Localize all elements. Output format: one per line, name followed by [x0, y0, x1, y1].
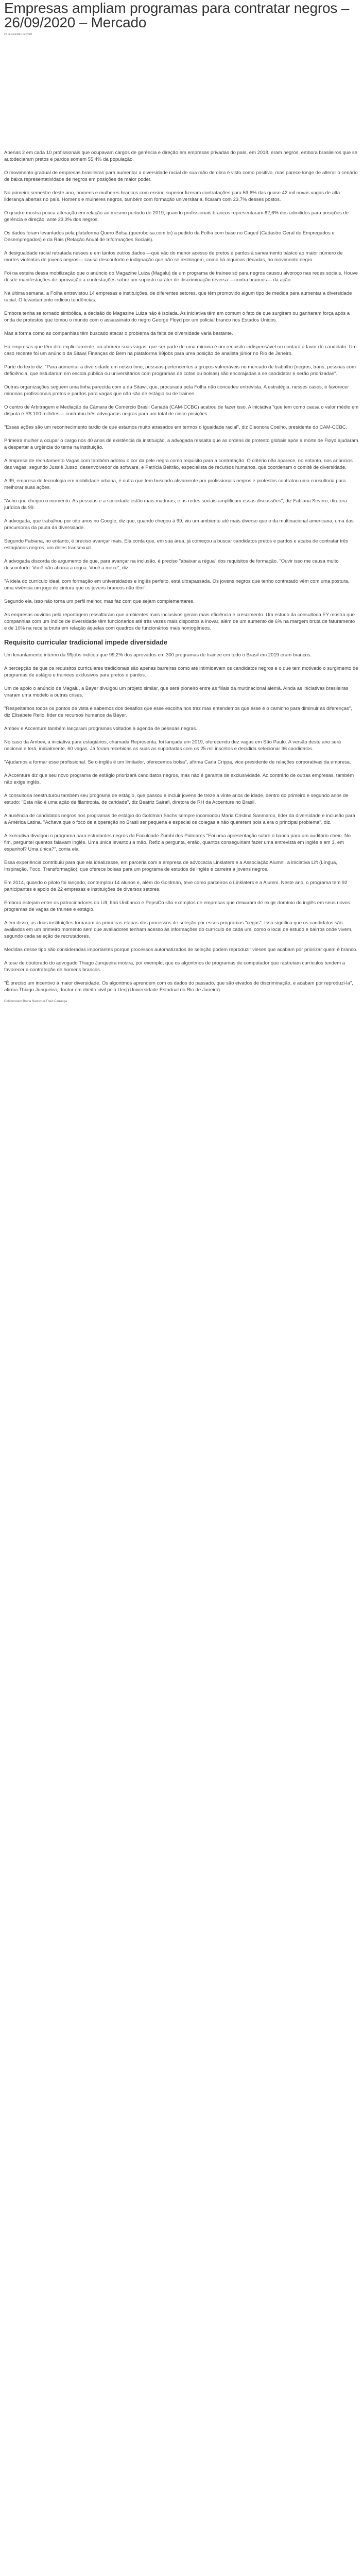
- article-paragraph: Em 2014, quando o piloto foi lançado, contemplou 14 alunos e, além do Goldman, teve como parceiros o Linklaters e a Alumni. Neste ano, o programa tem 92 participantes e apoio de 22 empresas e instituições de diversos setores.: [4, 880, 348, 892]
- article-paragraph: Medidas desse tipo são consideradas importantes porque processos automatizados de seleção podem reproduzir vieses que acabam por priorizar quem é branco.: [4, 947, 357, 953]
- article-paragraph: Embora estejam entre os patrocinadores do Lift, Itaú Unibanco e PepsiCo são exemplos de empresas que deixaram de exigir domínio do inglês em seus novos programas de vagas de trainee e estágio.: [4, 900, 350, 912]
- article-paragraph: A Accenture diz que seu novo programa de estágio priorizará candidatos negros, mas não é garantia de exclusividade. Ao contrário de outras empresas, também não exige inglês.: [4, 773, 354, 785]
- article-paragraph: Um de apoio o anúncio de Magalu, a Bayer divulgou um projeto similar, que será pioneiro entre as filiais da multinacional alemã. Ainda as iniciativas brasileiras viraram uma modelo a outras crises.: [4, 686, 349, 698]
- article-paragraph: Ambev e Accenture também lançaram programas voltados à agenda de pessoas negras.: [4, 726, 197, 732]
- article-paragraph: "A ideia do currículo ideal, com formação em universidades e inglês perfeito, está ultrapassada. Os jovens negros que tenho contratado vêm com uma postura, uma vivência um jogo de cintura que os jovens brancos não têm".: [4, 579, 350, 591]
- article-paragraph: No primeiro semestre deste ano, homens e mulheres brancos com ensino superior fizeram contratações para 59,6% das quase 42 mil novas vagas de alta liderança abertas no país. Homens e mulheres negros, também com formação universitária, ficaram com 23,7% desses postos.: [4, 190, 340, 202]
- article-paragraph: As empresas ouvidas pela reportagem ressaltaram que ambientes mais inclusivos geram mais eficiência e crescimento. Um estudo da consultoria EY mostra que companhias com um índice de diversidade têm funcionarios até três vezes mais dispostos a inovar, além de um aumento de 6% na margem bruta de faturamento e de 10% na receita bruta em relação àquelas com quadros de funcionários mais homogêneos.: [4, 612, 355, 631]
- article-paragraph: A 99, empresa de tecnologia em mobilidade urbana, é outra que tem buscado ativamente por profissionais negros e protestos contratou uma consultoria para melhorar suas ações.: [4, 478, 346, 490]
- article-paragraph: A tese de doutorado do advogado Thiago Junqueira mostra, por exemplo, que os algoritmos de programas de computador que rastreiam currículos tendem a favorecer a contratação de homens brancos.: [4, 960, 345, 973]
- article-paragraph: Embora tenha se tornado simbólica, a decisão do Magazine Luiza não é isolada. As iniciativa têm em comum o fato de que surgiram ou ganharam força após a onda de protestos que tomou o mundo com o assassinato do negro George Floyd por um policial branco nos Estados Unidos.: [4, 311, 350, 323]
- article-paragraph: "Respeitamos todos os pontos de vista e sabemos dos desafios que esse escolha nos traz mas entendemos que esse é o caminho para diminuir as diferenças", diz Elisabete Rello, líder de recursos humanos da Bayer.: [4, 706, 352, 718]
- article-paragraph: A executiva divulgou o programa para estudantes negros da Faculdade Zumbi dos Palmares "Foi uma apresentação sobre o banco para um auditório cheio. No fim, perguntei quantos falavam inglês. Uma única levantou a mão. Refiz a pergunta, então, quantos conseguiriam fazer uma entrevista em inglês e em 3, em espanhol? Uma única?", conta ela.: [4, 833, 351, 852]
- article-paragraph: O centro de Arbitragem e Mediação da Câmara de Comércio Brasil Canadá (CAM-CCBC) acabou de fazer isso. A iniciativa "que tem como causa o valor médio em disputa é R$ 100 milhões— contratou três advogadas negras para um total de cinco posições.: [4, 404, 359, 417]
- article-paragraph: A consultoria reestruturou também seu programa de estágio, que passou a incluir jovens de treze a vinte anos de idade, dentro do primeiro e segundo anos de estudo: "Esta não é uma ação de filantropia, de caridade", diz Beatriz Sairafi, diretora de RH da Accenture no Brasil.: [4, 793, 349, 805]
- article-paragraph: Um levantamento interno da 99jobs indicou que 99,2% dos aprovados em 300 programas de trainee em todo o Brasil em 2019 eram brancos.: [4, 652, 312, 658]
- article-page: [0, 0, 363, 1003]
- article-paragraph: O movimento gradual de empresas brasileiras para aumentar a diversidade racial de sua mão de obra é visto como positivo, mas parece longe de alterar o cenário de baixa representatividade de negros em posições de maior poder.: [4, 170, 358, 182]
- article-credits: Colaboraram Bruna Narcizo e Thais Carrança: [4, 1000, 67, 1003]
- article-paragraph: A advogada discorda do argumento de que, para avançar na inclusão, é preciso "abaixar a régua" dos requisitos de formação. "Ouvir isso me causa muito desconforto. Você não abaixa a régua. Você a mexe", diz.: [4, 558, 339, 571]
- article-paragraph: Essa experiência contribuiu para que ela idealizasse, em parceria com a empresa de advocacia Linklaters e a Associação Alumni, a iniciativa Lift (Língua, Inspiração, Foco, Transformação), que oferece bolsas para um programa de estudos de inglês e carreira a jovens negros.: [4, 860, 337, 872]
- article-paragraph: Mas a forma como as companhias têm buscado atacar o problema da falta de diversidade varia bastante.: [4, 331, 233, 336]
- article-paragraph: A desigualdade racial retratada nesses e em tantos outros dados —que vão do menor acesso de pretos e pardos à saneamento básico ao maior número de mortes violentas de jovens negros— causa desconforto e indignação que não se restringem, como há algumas décadas, ao movimento negro.: [4, 250, 343, 263]
- article-paragraph: Segundo Fabiana, no entanto, é preciso avançar mais. Ela conta que, em sua área, já começou a buscar candidatos pretos e pardos e acaba de contratar três estagiários negros, um deles transexual.: [4, 538, 349, 551]
- article-paragraph: No caso da Ambev, a iniciativa para estagiários, chamada Representa, foi lançada em 2019, oferecendo dez vagas em São Paulo. A versão deste ano será nacional e terá, inicialmente, 60 vagas. Já foram recebidas as suas as suportadas com os 25 mil inscritos e decidida selecionar 96 candidatos.: [4, 739, 341, 752]
- article-paragraph: Na última semana, a Folha entrevistou 14 empresas e instituições, de diferentes setores, que têm promovido algum tipo de medida para aumentar a diversidade racial. O levantamento indicou tendências.: [4, 291, 352, 303]
- article-paragraph: "Essas ações são um reconhecimento tardio de que estamos muito atrasados em termos d igualdade racial", diz Eleonora Coelho, presidente do CAM-CCBC.: [4, 425, 348, 430]
- article-paragraph: Foi na esteira dessa mobilização que o anúncio do Magazine Luiza (Magalu) de um programa de trainee só para negros causou alvoroço nas redes sociais. Houve desde manifestações de aprovação a contestações sobre um suposto caráter de discriminação reversa —contra brancos— da ação.: [4, 270, 358, 283]
- article-paragraph: A empresa de recrutamento Vagas.com também adotou o cor da pele negra como requisito para a contratação. O critério não aparece, no entanto, nos anúncios das vagas, segundo Jussiê Jusso, desenvolvedor de software, e Patrícia Beltrão, especialista de recursos humanos, que coordenam o comitê de diversidade.: [4, 458, 353, 470]
- article-paragraph: A advogada, que trabalhou por oito anos no Google, diz que, quando chegou à 99, viu um ambiente até mais diverso que o da multinacional americana, uma das precursoras da pauta da diversidade.: [4, 518, 354, 531]
- article-body: [4, 149, 359, 1003]
- article-paragraph: Parte do texto diz: "Para aumentar a diversidade em nosso time, pessoas pertencentes a grupos vulneráveis no mercado de trabalho (negros, trans, pessoas com deficiência, que estudaram em escola pública ou universitários com programas de cotas ou bolsas) são encorajadas a se candidatar e serão priorizadas".: [4, 364, 356, 377]
- article-date: 27 de setembro de 2020: [4, 33, 32, 36]
- article-paragraph: A percepção de que os requisitos curriculares tradicionais são apenas barreiras como até intimidavam os candidatos negros e o que tem motivado o surgimento de programas de estágio e trainees exclusivos para pretos e pardos.: [4, 666, 358, 678]
- article-title: Empresas ampliam programas para contratar negros – 26/09/2020 – Mercado: [4, 0, 350, 30]
- article-paragraph: "É preciso um incentivo à maior diversidade. Os algoritmos aprendem com os dados do passado, que são eivados de discriminação, e acabam por reproduzi-la", afirma Thiago Junqueira, doutor em direito civil pela Uerj (Universidade Estadual do Rio de Janeiro).: [4, 980, 353, 993]
- article-paragraph: Primeira mulher a ocupar o cargo nos 40 anos de existência da instituição, a advogada ressalta que as ordens de protesto globais após a morte de Floyd ajudaram a despertar a urgência do tema na instituição.: [4, 438, 358, 450]
- article-paragraph: "Ajudamos a formar esse profissional. Se o inglês é um limitador, oferecemos bolsa", afirma Carla Crippa, vice-presidente de relações corporativas da empresa.: [4, 759, 351, 765]
- article-paragraph: Apenas 2 em cada 10 profissionais que ocupavam cargos de gerência e direção em empresas privadas do país, em 2018, eram negros, embora brasileiros que se autodeclaram pretos e pardos somem 55,4% da população.: [4, 150, 357, 162]
- article-paragraph: Os dados foram levantados pela plataforma Quero Bolsa (querobolsa.com.br) a pedido da Folha com base no Caged (Cadastro Geral de Empregados e Desempregados) e da Rais (Relação Anual de Informações Sociais).: [4, 230, 335, 243]
- article-subheading: Requisito curricular tradicional impede diversidade: [4, 638, 168, 646]
- article-paragraph: Além disso, as duas instituições tornaram as primeiras etapas dos processos de seleção por esses programas "cegas". Isso significa que os candidatos são avaliados em um primeiro momento sem que avaliadores tenham acesso às informações do currículo de cada um, como o local de estudo e bairros onde vivem, segundo cada seleção de recrutadores.: [4, 920, 353, 939]
- article-hero-image: [4, 40, 189, 149]
- article-paragraph: "Acho que chegou o momento. As pessoas e a sociedade estão mais maduras, e as redes sociais amplificam essas discussões", diz Fabiana Severo, diretora jurídica da 99.: [4, 498, 347, 511]
- article-paragraph: Segundo ela, isso não torna um perfil melhor, mas faz com que sejam complementares.: [4, 599, 195, 604]
- article-paragraph: Outras organizações seguem uma linha parecida com a da Sitawi, que, procurada pela Folha não concedeu entrevista. A estratégia, nesses casos, é favorecer minorias profissionais pretos e pardos para vagas que não são de estágio ou de trainee.: [4, 384, 349, 397]
- article-paragraph: Há empresas que têm dito explicitamente, ao abrirem suas vagas, que ser parte de uma minoria é um requisito indispensável ou contará a favor do candidato. Um caso recente foi um anúncio da Sitawi Finanças do Bem na plataforma 99jobs para uma posição de analista júnior no Rio de Janeiro.: [4, 344, 357, 357]
- article-paragraph: A ausência de candidatos negros nos programas de estágio do Goldman Sachs sempre incomodou Maria Cristina Sanmarco, líder da diversidade e inclusão para a América Latina. "Achava que o foco de a operação no Brasil ser pequena e especial os colegas a não quererem pois a era o principal problema", diz.: [4, 813, 355, 825]
- article-paragraph: O quadro mostra pouca alteração em relação ao mesmo período de 2019, quando profissionais brancos representaram 62,6% dos admitidos para posições de gerência e direção, ante 23,3% dos negros.: [4, 210, 349, 223]
